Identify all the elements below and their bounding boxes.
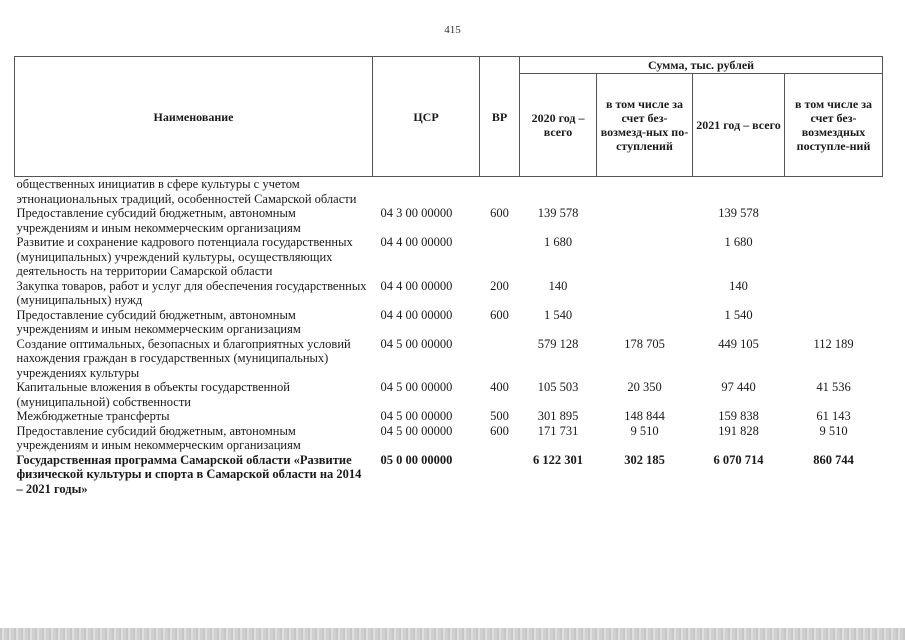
cell-2021-total: 140 bbox=[729, 278, 748, 293]
header-csr: ЦСР bbox=[373, 57, 480, 177]
cell-vr: 400 bbox=[490, 380, 509, 394]
cell-2020-total: 1 680 bbox=[543, 235, 573, 249]
cell-2021-total: 1 540 bbox=[724, 307, 753, 322]
table-row bbox=[15, 235, 883, 279]
cell-2020-total: 301 895 bbox=[537, 409, 579, 423]
cell-csr: 04 3 00 00000 bbox=[380, 206, 453, 220]
cell-2020-nonrepayable bbox=[597, 308, 693, 337]
table-row bbox=[15, 279, 883, 308]
table-row bbox=[15, 177, 883, 207]
cell-2021-total: 6 070 714 bbox=[713, 452, 764, 467]
cell-2020-nonrepayable: 148 844 bbox=[624, 409, 665, 423]
scan-edge-strip bbox=[0, 628, 905, 640]
header-2021-nonrepayable: в том числе за счет без-возмездных поступле-ний bbox=[785, 74, 883, 177]
cell-vr: 500 bbox=[490, 409, 509, 423]
cell-name: Предоставление субсидий бюджетным, автономным учреждениям и иным некоммерческим организациям bbox=[16, 307, 301, 336]
cell-2021-nonrepayable: 860 744 bbox=[813, 452, 854, 467]
header-vr: ВР bbox=[480, 57, 520, 177]
cell-2021-nonrepayable: 9 510 bbox=[819, 423, 848, 438]
cell-2021-nonrepayable: 112 189 bbox=[813, 336, 854, 351]
table-row bbox=[15, 337, 883, 381]
cell-vr bbox=[480, 235, 520, 279]
cell-2021-nonrepayable bbox=[785, 177, 883, 207]
budget-table bbox=[14, 56, 883, 496]
table-row bbox=[15, 453, 883, 497]
cell-vr: 600 bbox=[490, 423, 509, 438]
cell-name: Закупка товаров, работ и услуг для обеспечения государственных (муниципальных) нужд bbox=[16, 278, 367, 307]
cell-2020-total: 139 578 bbox=[537, 206, 579, 220]
cell-2021-total: 139 578 bbox=[718, 206, 759, 220]
cell-2021-nonrepayable bbox=[785, 308, 883, 337]
cell-2021-nonrepayable bbox=[785, 235, 883, 279]
header-2020-nonrepayable: в том числе за счет без-возмезд-ных по-ступлений bbox=[597, 74, 693, 177]
header-sum: Сумма, тыс. рублей bbox=[520, 57, 883, 74]
cell-name: Капитальные вложения в объекты государственной (муниципальной) собственности bbox=[16, 380, 290, 409]
cell-name: Развитие и сохранение кадрового потенциала государственных (муниципальных) учреждений культуры, осуществляющих деятельность на территории Самарской области bbox=[16, 235, 353, 278]
cell-vr: 600 bbox=[490, 307, 509, 322]
cell-vr bbox=[480, 177, 520, 207]
table-body bbox=[15, 177, 883, 497]
cell-vr: 200 bbox=[490, 278, 509, 293]
cell-name: Предоставление субсидий бюджетным, автономным учреждениям и иным некоммерческим организациям bbox=[16, 423, 301, 452]
budget-table-container bbox=[14, 56, 882, 496]
cell-csr: 04 5 00 00000 bbox=[380, 380, 453, 394]
cell-2021-total: 159 838 bbox=[718, 409, 759, 423]
cell-2020-nonrepayable bbox=[597, 206, 693, 235]
cell-2021-total: 97 440 bbox=[721, 380, 756, 394]
cell-2020-nonrepayable: 302 185 bbox=[624, 452, 665, 467]
cell-2020-nonrepayable: 20 350 bbox=[627, 380, 662, 394]
header-2020-total: 2020 год – всего bbox=[520, 74, 597, 177]
cell-csr: 04 4 00 00000 bbox=[380, 235, 453, 249]
cell-2020-nonrepayable bbox=[597, 279, 693, 308]
cell-csr: 04 4 00 00000 bbox=[380, 307, 453, 322]
cell-2020-nonrepayable bbox=[597, 235, 693, 279]
cell-name: общественных инициатив в сфере культуры с учетом этнонациональных традиций, особенностей Самарской области bbox=[16, 177, 357, 206]
cell-2020-total: 171 731 bbox=[537, 423, 579, 438]
cell-2021-total: 1 680 bbox=[724, 235, 753, 249]
cell-vr bbox=[480, 337, 520, 381]
cell-name: Предоставление субсидий бюджетным, автономным учреждениям и иным некоммерческим организациям bbox=[16, 206, 301, 235]
cell-2021-nonrepayable bbox=[785, 206, 883, 235]
cell-csr: 04 4 00 00000 bbox=[380, 278, 453, 293]
cell-csr: 04 5 00 00000 bbox=[380, 336, 453, 351]
table-row bbox=[15, 380, 883, 409]
cell-2020-total: 6 122 301 bbox=[533, 452, 583, 467]
cell-2020-nonrepayable: 178 705 bbox=[624, 336, 665, 351]
cell-2020-total: 140 bbox=[548, 278, 568, 293]
cell-2021-total bbox=[693, 177, 785, 207]
table-row bbox=[15, 409, 883, 424]
cell-name: Межбюджетные трансферты bbox=[16, 409, 170, 423]
cell-2021-total: 449 105 bbox=[718, 336, 759, 351]
cell-2021-total: 191 828 bbox=[718, 423, 759, 438]
table-header bbox=[15, 57, 883, 177]
cell-csr: 05 0 00 00000 bbox=[380, 452, 453, 467]
header-name: Наименование bbox=[15, 57, 373, 177]
cell-csr: 04 5 00 00000 bbox=[380, 409, 453, 423]
header-2021-total: 2021 год – всего bbox=[693, 74, 785, 177]
table-row bbox=[15, 424, 883, 453]
cell-2020-nonrepayable bbox=[597, 177, 693, 207]
table-row bbox=[15, 308, 883, 337]
cell-2020-total bbox=[520, 177, 597, 207]
cell-vr: 600 bbox=[490, 206, 509, 220]
cell-name: Государственная программа Самарской области «Развитие физической культуры и спорта в Самарской области на 2014 – 2021 годы» bbox=[16, 452, 362, 496]
cell-2021-nonrepayable: 41 536 bbox=[816, 380, 851, 394]
cell-vr bbox=[480, 453, 520, 497]
cell-2021-nonrepayable: 61 143 bbox=[816, 409, 851, 423]
cell-2020-total: 1 540 bbox=[543, 307, 573, 322]
cell-csr bbox=[373, 177, 480, 207]
table-row bbox=[15, 206, 883, 235]
cell-2020-total: 105 503 bbox=[537, 380, 579, 394]
cell-name: Создание оптимальных, безопасных и благоприятных условий нахождения граждан в государственных (муниципальных) учреждениях культуры bbox=[16, 336, 351, 380]
cell-2020-nonrepayable: 9 510 bbox=[630, 423, 659, 438]
page-number: 415 bbox=[444, 24, 461, 36]
cell-2021-nonrepayable bbox=[785, 279, 883, 308]
cell-csr: 04 5 00 00000 bbox=[380, 423, 453, 438]
cell-2020-total: 579 128 bbox=[537, 336, 579, 351]
